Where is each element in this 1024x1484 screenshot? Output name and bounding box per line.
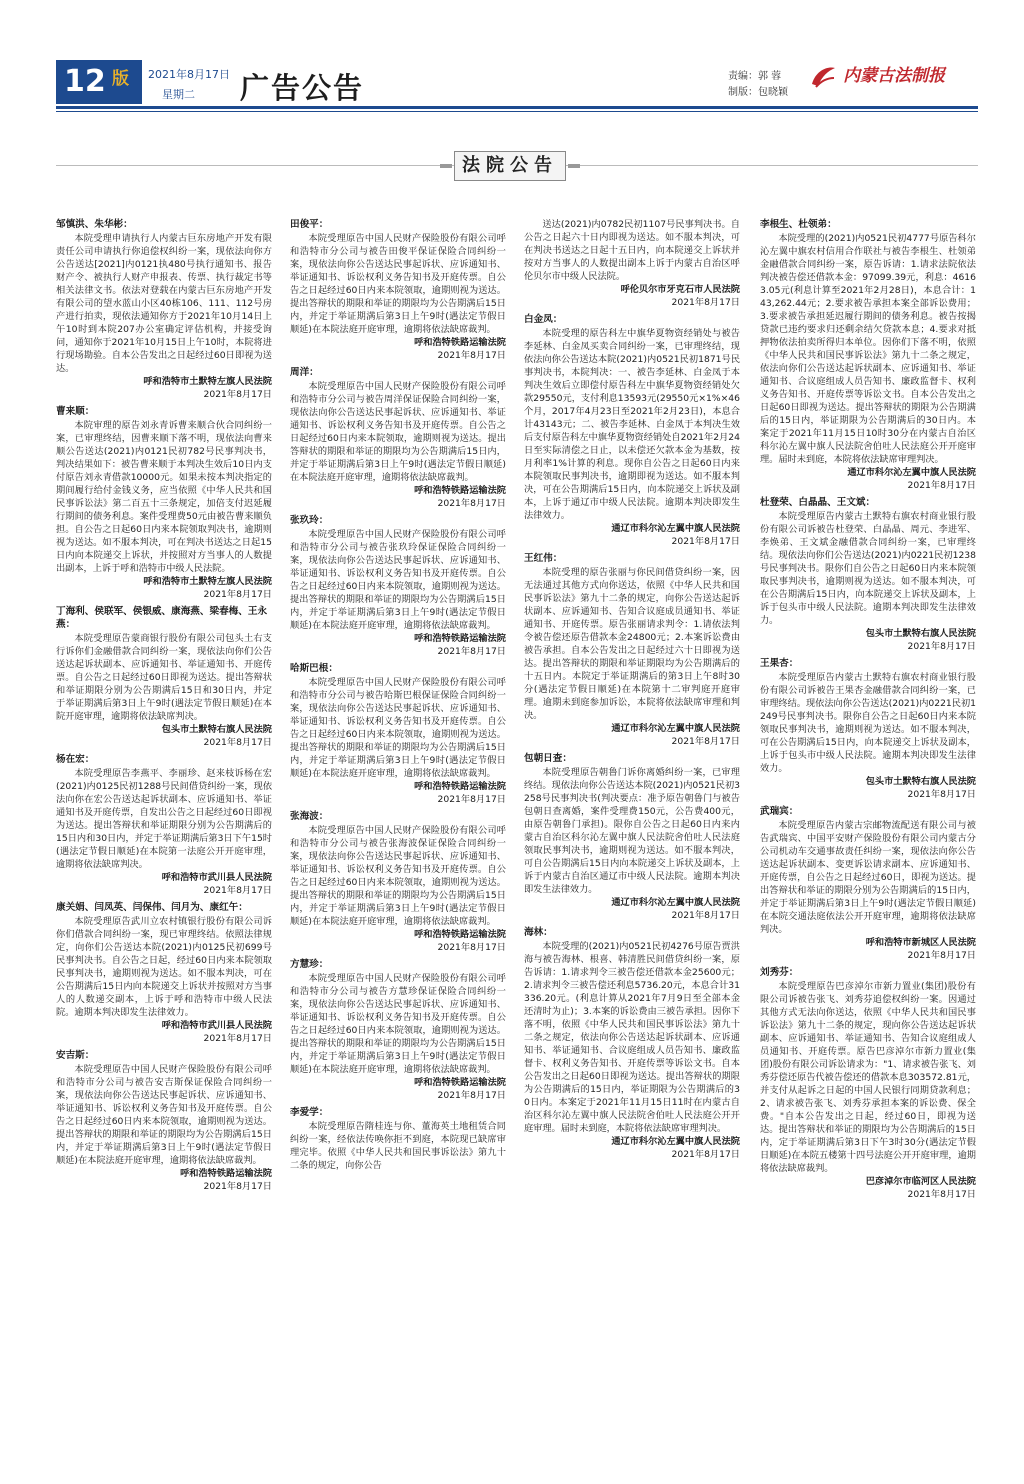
notice-body: 本院受理原告中国人民财产保险股份有限公司呼和浩特市分公司与被告哈斯巴根保证保险合同纠纷一案，现依法向你公告送达民事起诉状、应诉通知书、举证通知书、诉讼权利义务告知书及开庭传票。自公告之日起经过60日内来本院领取，逾期则视为送达。提出答辩状的期限和举证的期限均为公告期满后15日内，并定于举证期满后第3日上午9时(遇法定节假日顺延)在本院法庭开庭审理，逾期将依法缺席裁判。 (290, 677, 506, 779)
notice-date: 2021年8月17日 (437, 646, 506, 657)
notice-addressee: 李爱学： (290, 1107, 329, 1118)
newspaper-logo (808, 60, 978, 92)
notice-addressee: 王红伟： (524, 553, 563, 564)
edition-mark: 版 (112, 69, 129, 89)
notice-addressee: 邹慎洪、朱华彬： (56, 219, 133, 230)
notice-addressee: 包朝日查： (524, 753, 572, 764)
notice-court: 通辽市科尔沁左翼中旗人民法院 (611, 1136, 740, 1147)
notice-court: 通辽市科尔沁左翼中旗人民法院 (611, 897, 740, 908)
court-notice (56, 218, 272, 401)
masthead-rule-thin (56, 111, 978, 112)
notice-date: 2021年8月17日 (203, 885, 272, 896)
notice-court: 包头市土默特右旗人民法院 (865, 628, 976, 639)
notice-body: 本院受理原告李燕平、李丽珍、赵来枝诉杨在宏(2021)内0125民初1288号民间借贷纠纷一案，现依法向你在宏公告送达起诉状副本、应诉通知书、举证通知书及开庭传票，自发出公告之日起经过60日即视为送达。提出答辩状和举证期限分别为公告期满后的15日内和30日内，并定于举证期满后第3日下午15时(遇法定节假日顺延)在本院第一法庭公开开庭审理，逾期将依法缺席判决。 (56, 768, 272, 870)
banner-ornament-left (440, 164, 452, 168)
notice-addressee: 刘秀芬： (760, 967, 799, 978)
notice-court: 呼和浩特铁路运输法院 (414, 337, 506, 348)
court-notice (290, 218, 506, 362)
notice-addressee: 武瑞宾： (760, 806, 799, 817)
court-notice (524, 926, 740, 1161)
notice-addressee: 李根生、杜领弟： (760, 219, 837, 230)
notice-body: 本院受理原告巴彦淖尔市新力置业(集团)股份有限公司诉被告张飞、刘秀芬追偿权纠纷一案。因通过其他方式无法向你送达，依照《中华人民共和国民事诉讼法》第九十二条的规定，现向你公告送达起诉状副本、应诉通知书、举证通知书、告知合议庭组成人员通知书、开庭传票。原告巴彦淖尔市新力置业(集团)股份有限公司诉讼请求为："1、请求被告张飞、刘秀芬偿还原告代被告偿还的借款本息303572.81元，并支付从起诉之日起的中国人民银行同期贷款利息；2、请求被告张飞、刘秀芬承担本案的诉讼费、保全费。"自本公告发出之日起，经过60日，即视为送达。提出答辩状和举证的期限均为公告期满后的15日内，定于举证期满后第3日下午3时30分(遇法定节假日顺延)在本院五楼第十四号法庭公开开庭审理，逾期将依法缺席裁判。 (760, 981, 976, 1174)
notice-body: 本院受理原告内蒙古宗邮物流配送有限公司与被告武瑞宾、中国平安财产保险股份有限公司内蒙古分公司机动车交通事故责任纠纷一案，现依法向你公告送达起诉状副本、变更诉讼请求副本、应诉通知书、开庭传票，自公告之日起经过60日，即视为送达。提出答辩状和举证的期限分别为公告期满后的15日内，并定于举证期满后第3日上午9时(遇法定节假日顺延)在本院交通法庭依法公开开庭审理，逾期将依法缺席判决。 (760, 820, 976, 935)
notice-body: 本院受理原告中国人民财产保险股份有限公司呼和浩特市分公司与被告张玖玲保证保险合同纠纷一案，现依法向你公告送达民事起诉状、应诉通知书、举证通知书、诉讼权利义务告知书及开庭传票。自公告之日起经过60日内来本院领取，逾期则视为送达。提出答辩状的期限和举证的期限均为公告期满后15日内，并定于举证期满后第3日上午9时(遇法定节假日顺延)在本院法庭开庭审理，逾期将依法缺席裁判。 (290, 529, 506, 631)
notice-body: 本院受理原告中国人民财产保险股份有限公司呼和浩特市分公司与被告安吉斯保证保险合同纠纷一案，现依法向你公告送达民事起诉状、应诉通知书、举证通知书、诉讼权利义务告知书及开庭传票。自公告之日起经过60日内来本院领取，逾期则视为送达。提出答辩状的期限和举证的期限均为公告期满后15日内，并定于举证期满后第3日上午9时(遇法定节假日顺延)在本院法庭开庭审理，逾期将依法缺席裁判。 (56, 1064, 272, 1166)
notice-body: 本院受理原告蒙商银行股份有限公司包头土右支行诉你们金融借款合同纠纷一案，现依法向你们公告送达起诉状副本、应诉通知书、举证通知书、开庭传票。自公告之日起经过60日即视为送达。提出答辩状和举证期限分别为公告期满后15日和30日内，并定于举证期满后第3日上午9时(遇法定节假日顺延)在本院开庭审理，逾期将依法缺席判决。 (56, 633, 272, 722)
notice-date: 2021年8月17日 (437, 1090, 506, 1101)
notice-court: 通辽市科尔沁左翼中旗人民法院 (611, 523, 740, 534)
notice-date: 2021年8月17日 (437, 794, 506, 805)
issue-weekday: 星期二 (162, 88, 195, 101)
notice-addressee: 张海波： (290, 811, 329, 822)
notice-body: 本院审理的原告刘永青诉曹来顺合伙合同纠纷一案，已审理终结，因曹来顺下落不明，现依法向曹来顺公告送达(2021)内0121民初782号民事判决书，判决结果如下：被告曹来顺于本判决生效后10日内支付原告刘永青借款10000元。如果未按本判决指定的期间履行给付金钱义务，应当依照《中华人民共和国民事诉讼法》第二百五十三条规定，加倍支付迟延履行期间的债务利息。案件受理费50元由被告曹来顺负担。自公告之日起60日内来本院领取判决书，逾期则视为送达。如不服本判决，可在判决书送达之日起15日内向本院递交上诉状，并按照对方当事人的人数提出副本，上诉于呼和浩特市中级人民法院。 (56, 420, 272, 574)
notice-court: 呼和浩特铁路运输法院 (414, 1077, 506, 1088)
notice-court: 包头市土默特右旗人民法院 (161, 724, 272, 735)
notice-addressee: 王果杏： (760, 658, 799, 669)
court-notice (524, 752, 740, 922)
notice-body: 本院受理的(2021)内0521民初4777号原告科尔沁左翼中旗农村信用合作联社与被告李根生、杜领弟金融借款合同纠纷一案，原告诉请：1.请求法院依法判决被告偿还借款本金：97099.39元，利息：46163.05元(利息计算至2021年2月28日)，本息合计：143,262.44元；2.要求被告承担本案全部诉讼费用；3.要求被告承担延迟履行期间的债务利息。被告按揭贷款已违约要求归还剩余结欠贷款本息；4.要求对抵押物依法拍卖所得归本单位。因你们下落不明，依照《中华人民共和国民事诉讼法》第九十二条之规定，依法向你们公告送达起诉状副本、应诉通知书、举证通知书、合议庭组成人员告知书、廉政监督卡、权利义务告知书、开庭传票等诉讼文书。自本公告发出之日起60日即视为送达。提出答辩状的期限为公告期满后的15日内，举证期限为公告期满后的30日内。本案定于2021年11月15日10时30分在内蒙古自治区科尔沁左翼中旗人民法院舍伯吐人民法庭公开开庭审理。届时未到庭，本院将依法缺席审理判决。 (760, 233, 976, 465)
notice-addressee: 安吉斯： (56, 1050, 95, 1061)
court-notice (290, 1106, 506, 1172)
notice-date: 2021年8月17日 (203, 737, 272, 748)
court-notice (760, 496, 976, 653)
court-notice (524, 313, 740, 548)
court-notice (290, 514, 506, 658)
notice-date: 2021年8月17日 (203, 1033, 272, 1044)
logo-emblem-icon (808, 62, 838, 92)
notice-court: 呼和浩特铁路运输法院 (414, 929, 506, 940)
masthead (0, 0, 1024, 112)
court-notice (760, 657, 976, 801)
notice-date: 2021年8月17日 (203, 589, 272, 600)
notice-court: 呼和浩特铁路运输法院 (414, 781, 506, 792)
page-number: 12 (56, 60, 142, 104)
notice-body: 本院受理原告武川立农村镇银行股份有限公司诉你们借款合同纠纷一案，现已审理终结。依照法律规定，向你们公告送达本院(2021)内0125民初699号民事判决书。自公告之日起，经过60日内来本院领取民事判决书，逾期则视为送达。如不服本判决，可在公告期满后15日内向本院递交上诉状并按照对方当事人的人数递交副本，上诉于呼和浩特市中级人民法院。逾期本判决即发生法律效力。 (56, 916, 272, 1018)
notice-date: 2021年8月17日 (907, 789, 976, 800)
notice-court: 包头市土默特右旗人民法院 (865, 776, 976, 787)
notice-body: 本院受理的原告张丽与你民间借贷纠纷一案，因无法通过其他方式向你送达，依照《中华人民共和国民事诉讼法》第九十二条的规定，向你公告送达起诉状副本、应诉通知书、告知合议庭成员通知书、举证通知书、开庭传票。原告张丽请求判令：1.请依法判令被告偿还原告借款本金24800元；2.本案诉讼费由被告承担。自本公告发出之日起经过六十日即视为送达。提出答辩状的期限和举证期限均为公告期满后的十五日内。本院定于举证期满后的第3日上午8时30分(遇法定节假日顺延)在本院第十二审判庭开庭审理。逾期未到庭参加诉讼，本院将依法缺席审理和判决。 (524, 567, 740, 721)
court-notice (56, 901, 272, 1045)
notice-court: 通辽市科尔沁左翼中旗人民法院 (847, 467, 976, 478)
court-notice (760, 805, 976, 962)
court-notice-banner (440, 147, 580, 185)
column-2 (290, 218, 506, 1176)
notice-body: 本院受理的原告科左中旗华夏物资经销处与被告李延林、白金凤买卖合同纠纷一案，已审理终结，现依法向你公告送达本院(2021)内0521民初1871号民事判决书，本院判决：一、被告李延林、白金凤于本判决生效后立即偿付原告科左中旗华夏物资经销处欠款29550元，支付利息13593元(29550元×1%×46个月，2017年4月23日至2021年2月23日)，本息合计43143元；二、被告李延林、白金凤于本判决生效后支付原告科左中旗华夏物资经销处自2021年2月24日至实际清偿之日止，以未偿还欠款本金为基数，按月利率1%计算的利息。现你自公告之日起60日内来本院领取民事判决书，逾期即视为送达。如不服本判决，可在公告期满后15日内，向本院递交上诉状及副本，上诉于通辽市中级人民法院。逾期本判决即发生法律效力。 (524, 328, 740, 521)
notice-date: 2021年8月17日 (907, 641, 976, 652)
notice-addressee: 周洋： (290, 367, 319, 378)
notice-body: 本院受理申请执行人内蒙古巨东房地产开发有限责任公司申请执行你追偿权纠纷一案，现依法向你方公告送达[2021]内0121执480号执行通知书、报告财产令、被执行人财产申报表、传票、执行裁定书等相关法律文书。依法对登载在内蒙古巨东房地产开发有限公司的望水蓝山小区40栋106、111、112号房产进行拍卖，现依法通知你方于2021年10月14日上午10时到本院207办公室确定评估机构，并接受询问，通知你于2021年10月15日上午10时，本院将进行现场勘验。自本公告发出之日起经过60日即视为送达。 (56, 233, 272, 374)
court-notice (56, 753, 272, 897)
notice-addressee: 田俊平： (290, 219, 329, 230)
notice-court: 呼和浩特铁路运输法院 (414, 633, 506, 644)
notice-date: 2021年8月17日 (907, 950, 976, 961)
notice-addressee: 丁海利、侯联军、侯银威、康海燕、梁春梅、王永燕： (56, 606, 268, 630)
notice-date: 2021年8月17日 (907, 1189, 976, 1200)
notice-addressee: 杨在宏： (56, 754, 95, 765)
editor-credit: 责编：郭 蓉 (728, 71, 782, 82)
banner-ornament-right (568, 164, 580, 168)
notice-date: 2021年8月17日 (437, 350, 506, 361)
notice-date: 2021年8月17日 (671, 910, 740, 921)
court-notice (290, 662, 506, 806)
court-notice (56, 405, 272, 601)
notice-body: 本院受理原告中国人民财产保险股份有限公司呼和浩特市分公司与被告方慧珍保证保险合同纠纷一案，现依法向你公告送达民事起诉状、应诉通知书、举证通知书、诉讼权利义务告知书及开庭传票。自公告之日起经过60日内来本院领取，逾期则视为送达。提出答辩状的期限和举证的期限均为公告期满后15日内，并定于举证期满后第3日上午9时(遇法定节假日顺延)在本院法庭开庭审理，逾期将依法缺席裁判。 (290, 973, 506, 1075)
notice-date: 2021年8月17日 (203, 389, 272, 400)
notice-body: 本院受理原告内蒙古土默特右旗农村商业银行股份有限公司诉被告杜登荣、白晶晶、周元、李进军、李焕弟、王文斌金融借款合同纠纷一案，已审理终结。现依法向你们公告送达(2021)内0221民初1238号民事判决书。限你们自公告之日起60日内来本院领取民事判决书，逾期则视为送达。如不服本判决，可在公告期满后15日内，向本院递交上诉状及副本，上诉于包头市中级人民法院。逾期本判决即发生法律效力。 (760, 511, 976, 626)
court-notice (290, 958, 506, 1102)
court-notice (760, 218, 976, 492)
notice-date: 2021年8月17日 (671, 736, 740, 747)
producer-credit: 制版：包晓颖 (728, 87, 788, 98)
notice-court: 呼和浩特铁路运输法院 (180, 1168, 272, 1179)
notice-court: 呼和浩特市武川县人民法院 (161, 872, 272, 883)
notice-addressee: 哈斯巴根： (290, 663, 338, 674)
notice-date: 2021年8月17日 (671, 1149, 740, 1160)
notice-addressee: 张玖玲： (290, 515, 329, 526)
masthead-rule (56, 106, 978, 109)
notice-date: 2021年8月17日 (671, 297, 740, 308)
court-notice (56, 1049, 272, 1193)
notice-addressee: 白金凤： (524, 314, 563, 325)
notice-court: 呼和浩特铁路运输法院 (414, 485, 506, 496)
notice-addressee: 曹来顺： (56, 406, 95, 417)
notice-body: 本院受理原告中国人民财产保险股份有限公司呼和浩特市分公司与被告周洋保证保险合同纠纷一案，现依法向你公告送达民事起诉状、应诉通知书、举证通知书、诉讼权利义务告知书及开庭传票。自公告之日起经过60日内来本院领取，逾期则视为送达。提出答辩状的期限和举证的期限均为公告期满后15日内，并定于举证期满后第3日上午9时(遇法定节假日顺延)在本院法庭开庭审理，逾期将依法缺席裁判。 (290, 381, 506, 483)
notice-body: 本院受理的(2021)内0521民初4276号原告贾洪海与被告海林、根喜、韩清胜民间借贷纠纷一案，原告诉请：1.请求判令三被告偿还借款本金25600元；2.请求判令三被告偿还利息5736.20元，本息合计31336.20元。(利息计算从2021年7月9日至全部本金还清时为止)；3.本案的诉讼费由三被告承担。因你下落不明，依照《中华人民共和国民事诉讼法》第九十二条之规定，依法向你公告送达起诉状副本、应诉通知书、举证通知书、合议庭组成人员告知书、廉政监督卡、权利义务告知书、开庭传票等诉讼文书。自本公告发出之日起60日即视为送达。提出答辩状的期限为公告期满后的15日内，举证期限为公告期满后的30日内。本案定于2021年11月15日11时在内蒙古自治区科尔沁左翼中旗人民法院舍伯吐人民法庭公开开庭审理。届时未到庭，本院将依法缺席审理判决。 (524, 941, 740, 1134)
section-title: 广告公告 (240, 71, 365, 105)
notice-addressee: 康关娟、闫凤英、闫保伟、闫月为、康红午： (56, 902, 248, 913)
notice-body: 送达(2021)内0782民初1107号民事判决书。自公告之日起六十日内即视为送达。如不服本判决，可在判决书送达之日起十五日内，向本院递交上诉状并按对方当事人的人数提出副本上诉于内蒙古自治区呼伦贝尔市中级人民法院。 (524, 219, 740, 282)
notice-date: 2021年8月17日 (671, 536, 740, 547)
newspaper-name: 内蒙古法制报 (843, 66, 946, 86)
court-notice (290, 810, 506, 954)
notice-court: 呼和浩特市土默特左旗人民法院 (143, 576, 272, 587)
notice-court: 呼和浩特市土默特左旗人民法院 (143, 376, 272, 387)
court-notice (524, 218, 740, 309)
banner-title: 法院公告 (454, 151, 566, 181)
court-notice (290, 366, 506, 510)
notice-body: 本院受理原告朝鲁门诉你离婚纠纷一案，已审理终结。现依法向你公告送达本院(2021)内0521民初3258号民事判决书(判决要点：准予原告朝鲁门与被告包朝日查离婚，案件受理费150元，公告费400元，由原告朝鲁门承担)。限你自公告之日起60日内来内蒙古自治区科尔沁左翼中旗人民法院舍伯吐人民法庭领取民事判决书，逾期则视为送达。如不服本判决，可自公告期满后15日内向本院递交上诉状及副本，上诉于内蒙古自治区通辽市中级人民法院。逾期本判决即发生法律效力。 (524, 767, 740, 895)
notice-court: 通辽市科尔沁左翼中旗人民法院 (611, 723, 740, 734)
notice-court: 呼伦贝尔市牙克石市人民法院 (620, 284, 740, 295)
notice-date: 2021年8月17日 (203, 1181, 272, 1192)
court-notice (56, 605, 272, 749)
notice-body: 本院受理原告内蒙古土默特右旗农村商业银行股份有限公司诉被告王果杏金融借款合同纠纷一案，已审理终结。现依法向你公告送达(2021)内0221民初1249号民事判决书。限你自公告之日起60日内来本院领取民事判决书，逾期则视为送达。如不服本判决，可在公告期满后15日内，向本院递交上诉状及副本，上诉于包头市中级人民法院。逾期本判决即发生法律效力。 (760, 672, 976, 774)
notice-body: 本院受理原告中国人民财产保险股份有限公司呼和浩特市分公司与被告田俊平保证保险合同纠纷一案，现依法向你公告送达民事起诉状、应诉通知书、举证通知书、诉讼权利义务告知书及开庭传票。自公告之日起经过60日内来本院领取，逾期则视为送达。提出答辩状的期限和举证的期限均为公告期满后15日内，并定于举证期满后第3日上午9时(遇法定节假日顺延)在本院法庭开庭审理，逾期将依法缺席裁判。 (290, 233, 506, 335)
notice-court: 呼和浩特市武川县人民法院 (161, 1020, 272, 1031)
notice-addressee: 方慧珍： (290, 959, 329, 970)
court-notice (524, 552, 740, 748)
column-1 (56, 218, 272, 1197)
notice-addressee: 海林： (524, 927, 553, 938)
court-notice (760, 966, 976, 1201)
notice-body: 本院受理原告隋桂连与你、董海英土地租赁合同纠纷一案，经依法传唤你拒不到庭，本院现已缺席审理完毕。依照《中华人民共和国民事诉讼法》第九十二条的规定，向你公告 (290, 1121, 506, 1171)
notice-addressee: 杜登荣、白晶晶、王文斌： (760, 497, 876, 508)
notice-court: 巴彦淖尔市临河区人民法院 (865, 1176, 976, 1187)
notice-date: 2021年8月17日 (437, 498, 506, 509)
notice-date: 2021年8月17日 (437, 942, 506, 953)
notice-date: 2021年8月17日 (907, 480, 976, 491)
issue-date: 2021年8月17日 (148, 68, 230, 81)
column-3 (524, 218, 740, 1165)
column-4 (760, 218, 976, 1205)
notice-court: 呼和浩特市新城区人民法院 (865, 937, 976, 948)
notice-body: 本院受理原告中国人民财产保险股份有限公司呼和浩特市分公司与被告张海波保证保险合同纠纷一案，现依法向你公告送达民事起诉状、应诉通知书、举证通知书、诉讼权利义务告知书及开庭传票。自公告之日起经过60日内来本院领取，逾期则视为送达。提出答辩状的期限和举证的期限均为公告期满后15日内，并定于举证期满后第3日上午9时(遇法定节假日顺延)在本院法庭开庭审理，逾期将依法缺席裁判。 (290, 825, 506, 927)
